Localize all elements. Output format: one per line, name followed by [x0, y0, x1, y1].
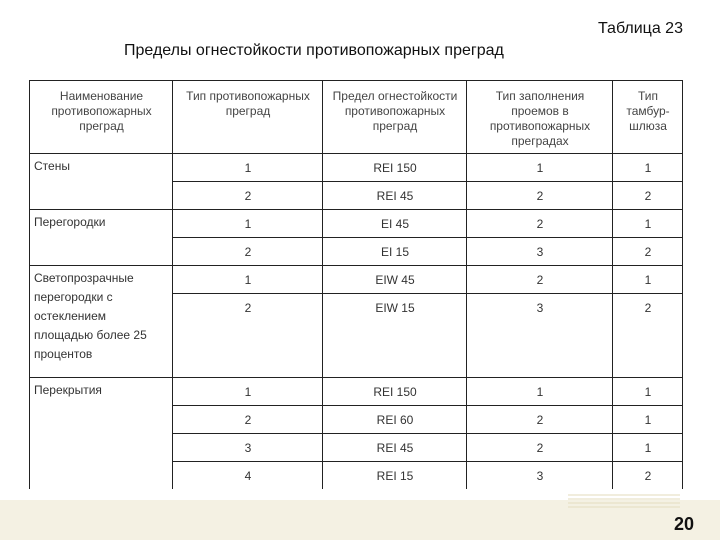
group-divider	[30, 265, 683, 266]
table-cell: 2	[644, 469, 652, 483]
table-cell: EIW 45	[375, 273, 415, 287]
table-cell: 2	[644, 245, 652, 259]
barrier-name: Стены	[34, 159, 70, 173]
table-cell: 3	[244, 441, 252, 455]
table-cell: EI 45	[380, 217, 410, 231]
table-cell: 2	[244, 413, 252, 427]
table-cell: EI 15	[380, 245, 410, 259]
table-cell: EIW 15	[375, 301, 415, 315]
table-cell: 1	[536, 161, 544, 175]
column-header: Тип заполнения проемов в противопожарных преградах	[489, 89, 591, 148]
table-cell: 3	[536, 469, 544, 483]
table-cell: 1	[244, 273, 252, 287]
table-cell: 1	[244, 161, 252, 175]
table-cell: 1	[244, 217, 252, 231]
row-divider	[173, 433, 683, 434]
table-cell: REI 45	[376, 441, 414, 455]
column-header: Тип противопожарных преград	[186, 89, 310, 118]
table-cell: 2	[244, 301, 252, 315]
fire-barrier-table	[29, 80, 683, 489]
table-cell: 3	[536, 301, 544, 315]
table-cell: 2	[536, 273, 544, 287]
column-header: Предел огнестойкости противопожарных преград	[332, 89, 458, 133]
table-cell: REI 150	[373, 161, 417, 175]
table-title: Пределы огнестойкости противопожарных преград	[124, 42, 504, 59]
table-cell: REI 45	[376, 189, 414, 203]
table-cell: 2	[644, 301, 652, 315]
table-cell: 1	[644, 385, 652, 399]
barrier-name: Светопрозрачные перегородки с остеклением площадью более 25 процентов	[34, 271, 147, 361]
table-cell: 1	[644, 161, 652, 175]
table-cell: 3	[536, 245, 544, 259]
row-divider	[173, 181, 683, 182]
footer-decoration	[568, 494, 680, 510]
row-divider	[173, 405, 683, 406]
table-cell: 1	[644, 441, 652, 455]
table-number: Таблица 23	[598, 20, 683, 37]
barrier-name: Перекрытия	[34, 383, 102, 397]
header-divider	[30, 153, 683, 154]
page-number: 20	[674, 514, 695, 534]
table-cell: 1	[644, 217, 652, 231]
row-divider	[173, 237, 683, 238]
group-divider	[30, 209, 683, 210]
group-divider	[30, 377, 683, 378]
column-header: Тип тамбур- шлюза	[626, 89, 670, 133]
table-cell: 2	[536, 217, 544, 231]
table-cell: 1	[244, 385, 252, 399]
row-divider	[173, 293, 683, 294]
table-cell: 2	[536, 441, 544, 455]
table-cell: 2	[244, 245, 252, 259]
table-cell: 1	[644, 273, 652, 287]
table-cell: 1	[644, 413, 652, 427]
table-cell: REI 150	[373, 385, 417, 399]
row-divider	[173, 461, 683, 462]
table-cell: 4	[244, 469, 252, 483]
column-header: Наименование противопожарных преград	[51, 89, 152, 133]
table-cell: 2	[244, 189, 252, 203]
table-cell: 2	[536, 189, 544, 203]
table-cell: 1	[536, 385, 544, 399]
table-cell: 2	[644, 189, 652, 203]
table-cell: REI 60	[376, 413, 414, 427]
table-cell: REI 15	[376, 469, 414, 483]
table-cell: 2	[536, 413, 544, 427]
barrier-name: Перегородки	[34, 215, 106, 229]
